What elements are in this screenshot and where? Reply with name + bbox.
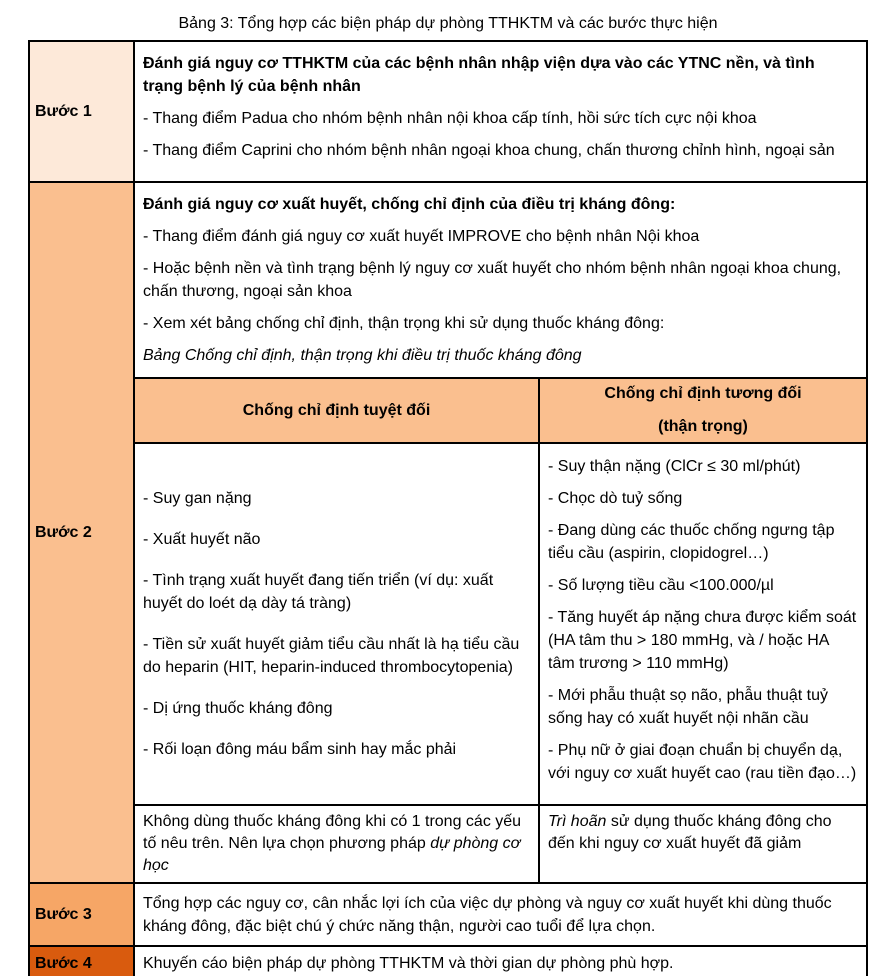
list-item: - Mới phẫu thuật sọ não, phẫu thuật tuỷ sống hay có xuất huyết nội nhãn cầu <box>548 687 829 727</box>
list-item: - Số lượng tiều cầu <100.000/µl <box>548 577 774 594</box>
contraindication-table <box>135 377 866 882</box>
table-row <box>30 884 866 947</box>
relative-footer-text: sử dụng thuốc kháng đông cho đến khi nguy cơ xuất huyết đã giảm <box>548 813 832 852</box>
list-item: - Suy gan nặng <box>143 490 252 507</box>
absolute-contraindication-list <box>135 444 540 804</box>
contraindication-body-row <box>135 444 866 806</box>
step1-content-cell <box>135 42 866 181</box>
step4-label-cell <box>30 947 135 976</box>
step3-text: Tổng hợp các nguy cơ, cân nhắc lợi ích của việc dự phòng và nguy cơ xuất huyết khi dùng thuốc kháng đông, đặc biệt chú ý chức năng thận, người cao tuổi để lựa chọn. <box>143 894 832 935</box>
absolute-footer-text: Không dùng thuốc kháng đông khi có 1 trong các yếu tố nêu trên. Nên lựa chọn phương pháp <box>143 813 522 852</box>
step1-heading: Đánh giá nguy cơ TTHKTM của các bệnh nhân nhập viện dựa vào các YTNC nền, và tình trạng bệnh lý của bệnh nhân <box>143 55 815 95</box>
relative-contraindication-header <box>540 379 866 442</box>
step1-items <box>143 107 858 162</box>
step3-label-cell <box>30 884 135 945</box>
step4-text: Khuyến cáo biện pháp dự phòng TTHKTM và thời gian dự phòng phù hợp. <box>143 955 674 972</box>
list-item: - Xem xét bảng chống chỉ định, thận trọng khi sử dụng thuốc kháng đông: <box>143 315 665 332</box>
table-row <box>30 183 866 884</box>
absolute-contraindication-header <box>135 379 540 442</box>
table-row <box>30 947 866 976</box>
absolute-header-text: Chống chỉ định tuyệt đối <box>242 401 431 419</box>
contraindication-header-row <box>135 379 866 444</box>
step2-items <box>143 225 858 335</box>
step1-label-cell <box>30 42 135 181</box>
table-caption: Bảng 3: Tổng hợp các biện pháp dự phòng TTHKTM và các bước thực hiện <box>178 15 718 32</box>
step2-label: Bước 2 <box>35 523 92 541</box>
relative-contraindication-list <box>540 444 866 804</box>
list-item: - Hoặc bệnh nền và tình trạng bệnh lý nguy cơ xuất huyết cho nhóm bệnh nhân ngoại khoa chung, chấn thương, ngoại sản khoa <box>143 260 842 300</box>
list-item: - Rối loạn đông máu bẩm sinh hay mắc phải <box>143 741 457 758</box>
list-item: - Tiền sử xuất huyết giảm tiểu cầu nhất là hạ tiểu cầu do heparin (HIT, heparin-induced thrombocytopenia) <box>143 636 520 676</box>
list-item: - Chọc dò tuỷ sống <box>548 490 683 507</box>
step4-label: Bước 4 <box>35 954 92 972</box>
contraindication-footer-row <box>135 806 866 882</box>
relative-footer-paragraph <box>548 811 858 855</box>
list-item: - Đang dùng các thuốc chống ngưng tập tiểu cầu (aspirin, clopidogrel…) <box>548 522 835 562</box>
step2-label-cell <box>30 183 135 882</box>
step2-content-cell <box>135 183 866 882</box>
relative-footer-italic: Trì hoãn <box>548 813 607 830</box>
list-item: - Tình trạng xuất huyết đang tiến triển (ví dụ: xuất huyết do loét dạ dày tá tràng) <box>143 572 494 612</box>
table-row <box>30 42 866 183</box>
absolute-footer-cell <box>135 806 540 882</box>
relative-footer-cell <box>540 806 866 882</box>
step3-label: Bước 3 <box>35 905 92 923</box>
absolute-footer-italic: dự phòng cơ học <box>143 835 521 874</box>
step1-label: Bước 1 <box>35 102 92 120</box>
list-item: - Suy thận nặng (ClCr ≤ 30 ml/phút) <box>548 458 801 475</box>
list-item: - Phụ nữ ở giai đoạn chuẩn bị chuyển dạ, với nguy cơ xuất huyết cao (rau tiền đạo…) <box>548 742 857 782</box>
list-item: - Tăng huyết áp nặng chưa được kiểm soát (HA tâm thu > 180 mmHg, và / hoặc HA tâm trương > 110 mmHg) <box>548 609 857 672</box>
main-table <box>28 40 868 976</box>
list-item: - Xuất huyết não <box>143 531 261 548</box>
nested-table-caption: Bảng Chống chỉ định, thận trọng khi điều trị thuốc kháng đông <box>143 347 582 364</box>
list-item: - Thang điểm Caprini cho nhóm bệnh nhân ngoại khoa chung, chấn thương chỉnh hình, ngoại sản <box>143 142 835 159</box>
relative-header-line1: Chống chỉ định tương đối <box>604 385 802 402</box>
list-item: - Thang điểm đánh giá nguy cơ xuất huyết IMPROVE cho bệnh nhân Nội khoa <box>143 228 700 245</box>
step3-content-cell <box>135 884 866 945</box>
relative-header-line2: (thận trọng) <box>658 418 748 435</box>
list-item: - Dị ứng thuốc kháng đông <box>143 700 333 717</box>
step2-heading: Đánh giá nguy cơ xuất huyết, chống chỉ định của điều trị kháng đông: <box>143 196 676 213</box>
list-item: - Thang điểm Padua cho nhóm bệnh nhân nội khoa cấp tính, hồi sức tích cực nội khoa <box>143 110 757 127</box>
absolute-footer-paragraph <box>143 811 530 877</box>
step4-content-cell <box>135 947 866 976</box>
step2-paragraphs <box>135 183 866 377</box>
